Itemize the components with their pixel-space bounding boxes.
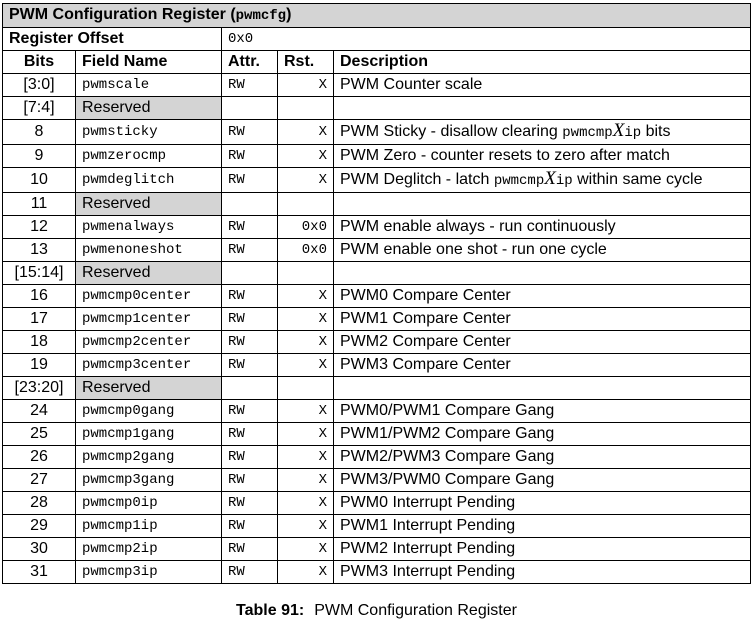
- bits-cell: 31: [3, 561, 76, 584]
- attr-cell: RW: [222, 308, 278, 331]
- attr-cell: RW: [222, 492, 278, 515]
- table-row: [3, 308, 751, 331]
- reset-cell: X: [278, 354, 334, 377]
- attr-cell: RW: [222, 145, 278, 168]
- header-rst: Rst.: [278, 51, 334, 74]
- field-name-cell: pwmcmp2gang: [76, 446, 222, 469]
- bits-cell: [7:4]: [3, 97, 76, 120]
- header-description: Description: [334, 51, 751, 74]
- bits-cell: [23:20]: [3, 377, 76, 400]
- attr-cell: RW: [222, 538, 278, 561]
- description-cell: PWM0 Interrupt Pending: [334, 492, 751, 515]
- field-name-cell: pwmcmp0center: [76, 285, 222, 308]
- description-cell: [334, 262, 751, 285]
- register-title-code: pwmcfg: [235, 8, 287, 24]
- header-bits: Bits: [3, 51, 76, 74]
- table-row: [3, 285, 751, 308]
- bits-cell: 26: [3, 446, 76, 469]
- field-name-cell: pwmcmp3ip: [76, 561, 222, 584]
- attr-cell: [222, 193, 278, 216]
- description-cell: PWM3 Interrupt Pending: [334, 561, 751, 584]
- attr-cell: RW: [222, 354, 278, 377]
- attr-cell: RW: [222, 216, 278, 239]
- description-cell: PWM2 Interrupt Pending: [334, 538, 751, 561]
- reset-cell: X: [278, 492, 334, 515]
- field-name-cell: pwmcmp0gang: [76, 400, 222, 423]
- reset-cell: 0x0: [278, 239, 334, 262]
- field-name-cell: pwmzerocmp: [76, 145, 222, 168]
- description-cell: PWM3 Compare Center: [334, 354, 751, 377]
- field-name-cell: pwmcmp3gang: [76, 469, 222, 492]
- description-cell: PWM2/PWM3 Compare Gang: [334, 446, 751, 469]
- table-row: [3, 145, 751, 168]
- description-cell: PWM0/PWM1 Compare Gang: [334, 400, 751, 423]
- bits-cell: 17: [3, 308, 76, 331]
- table-row: [3, 216, 751, 239]
- offset-row: [3, 28, 751, 51]
- attr-cell: RW: [222, 168, 278, 193]
- attr-cell: RW: [222, 120, 278, 145]
- table-row: [3, 354, 751, 377]
- table-row: [3, 168, 751, 193]
- description-cell: [334, 97, 751, 120]
- description-cell: PWM enable always - run continuously: [334, 216, 751, 239]
- field-name-cell: pwmcmp1ip: [76, 515, 222, 538]
- field-name-cell: pwmenalways: [76, 216, 222, 239]
- description-cell: PWM enable one shot - run one cycle: [334, 239, 751, 262]
- reset-cell: [278, 262, 334, 285]
- register-table: [2, 3, 751, 584]
- bits-cell: 11: [3, 193, 76, 216]
- table-row: [3, 120, 751, 145]
- attr-cell: RW: [222, 561, 278, 584]
- reset-cell: X: [278, 145, 334, 168]
- reset-cell: X: [278, 168, 334, 193]
- attr-cell: RW: [222, 74, 278, 97]
- attr-cell: RW: [222, 285, 278, 308]
- reset-cell: [278, 193, 334, 216]
- field-name-cell: pwmcmp1gang: [76, 423, 222, 446]
- table-row: [3, 193, 751, 216]
- description-cell: PWM1 Compare Center: [334, 308, 751, 331]
- description-cell: PWM Deglitch - latch pwmcmpXip within same cycle: [334, 168, 751, 193]
- reset-cell: X: [278, 515, 334, 538]
- reset-cell: X: [278, 308, 334, 331]
- reset-cell: X: [278, 120, 334, 145]
- table-row: [3, 561, 751, 584]
- field-name-cell: pwmcmp2ip: [76, 538, 222, 561]
- reset-cell: [278, 97, 334, 120]
- bits-cell: 8: [3, 120, 76, 145]
- table-row: [3, 331, 751, 354]
- reserved-cell: Reserved: [76, 193, 222, 216]
- header-attr: Attr.: [222, 51, 278, 74]
- header-row: [3, 51, 751, 74]
- reserved-cell: Reserved: [76, 97, 222, 120]
- bits-cell: 30: [3, 538, 76, 561]
- field-name-cell: pwmcmp0ip: [76, 492, 222, 515]
- register-title: PWM Configuration Register (pwmcfg): [3, 4, 751, 28]
- title-row: [3, 4, 751, 28]
- attr-cell: [222, 97, 278, 120]
- caption-label: Table 91:: [236, 602, 305, 619]
- description-cell: PWM1/PWM2 Compare Gang: [334, 423, 751, 446]
- description-cell: PWM Sticky - disallow clearing pwmcmpXip bits: [334, 120, 751, 145]
- bits-cell: 19: [3, 354, 76, 377]
- description-cell: PWM2 Compare Center: [334, 331, 751, 354]
- table-row: [3, 377, 751, 400]
- reset-cell: X: [278, 538, 334, 561]
- description-cell: [334, 193, 751, 216]
- description-cell: PWM0 Compare Center: [334, 285, 751, 308]
- bits-cell: 12: [3, 216, 76, 239]
- bits-cell: [15:14]: [3, 262, 76, 285]
- bits-cell: 27: [3, 469, 76, 492]
- bits-cell: 25: [3, 423, 76, 446]
- caption-text: PWM Configuration Register: [314, 602, 517, 619]
- attr-cell: RW: [222, 423, 278, 446]
- reserved-cell: Reserved: [76, 262, 222, 285]
- bits-cell: 10: [3, 168, 76, 193]
- bits-cell: 29: [3, 515, 76, 538]
- field-name-cell: pwmenoneshot: [76, 239, 222, 262]
- table-row: [3, 74, 751, 97]
- bits-cell: 18: [3, 331, 76, 354]
- attr-cell: RW: [222, 446, 278, 469]
- table-row: [3, 492, 751, 515]
- table-row: [3, 97, 751, 120]
- description-cell: PWM1 Interrupt Pending: [334, 515, 751, 538]
- field-name-cell: pwmcmp3center: [76, 354, 222, 377]
- reset-cell: X: [278, 285, 334, 308]
- bits-cell: 28: [3, 492, 76, 515]
- field-name-cell: pwmsticky: [76, 120, 222, 145]
- bits-cell: 13: [3, 239, 76, 262]
- offset-label: Register Offset: [3, 28, 222, 51]
- description-cell: [334, 377, 751, 400]
- reset-cell: X: [278, 400, 334, 423]
- reset-cell: X: [278, 469, 334, 492]
- description-cell: PWM Zero - counter resets to zero after match: [334, 145, 751, 168]
- table-row: [3, 262, 751, 285]
- attr-cell: [222, 377, 278, 400]
- field-name-cell: pwmcmp1center: [76, 308, 222, 331]
- reset-cell: 0x0: [278, 216, 334, 239]
- field-name-cell: pwmscale: [76, 74, 222, 97]
- bits-cell: 16: [3, 285, 76, 308]
- attr-cell: RW: [222, 400, 278, 423]
- attr-cell: RW: [222, 239, 278, 262]
- reset-cell: X: [278, 74, 334, 97]
- description-cell: PWM Counter scale: [334, 74, 751, 97]
- attr-cell: [222, 262, 278, 285]
- table-row: [3, 239, 751, 262]
- reset-cell: X: [278, 331, 334, 354]
- reset-cell: [278, 377, 334, 400]
- bits-cell: [3:0]: [3, 74, 76, 97]
- reset-cell: X: [278, 446, 334, 469]
- field-name-cell: pwmdeglitch: [76, 168, 222, 193]
- reset-cell: X: [278, 561, 334, 584]
- description-cell: PWM3/PWM0 Compare Gang: [334, 469, 751, 492]
- table-row: [3, 423, 751, 446]
- table-row: [3, 400, 751, 423]
- attr-cell: RW: [222, 469, 278, 492]
- offset-value: 0x0: [222, 28, 751, 51]
- bits-cell: 24: [3, 400, 76, 423]
- table-row: [3, 515, 751, 538]
- table-row: [3, 446, 751, 469]
- header-field: Field Name: [76, 51, 222, 74]
- table-caption: [0, 602, 753, 620]
- attr-cell: RW: [222, 515, 278, 538]
- bits-cell: 9: [3, 145, 76, 168]
- table-row: [3, 469, 751, 492]
- reset-cell: X: [278, 423, 334, 446]
- field-name-cell: pwmcmp2center: [76, 331, 222, 354]
- table-row: [3, 538, 751, 561]
- attr-cell: RW: [222, 331, 278, 354]
- reserved-cell: Reserved: [76, 377, 222, 400]
